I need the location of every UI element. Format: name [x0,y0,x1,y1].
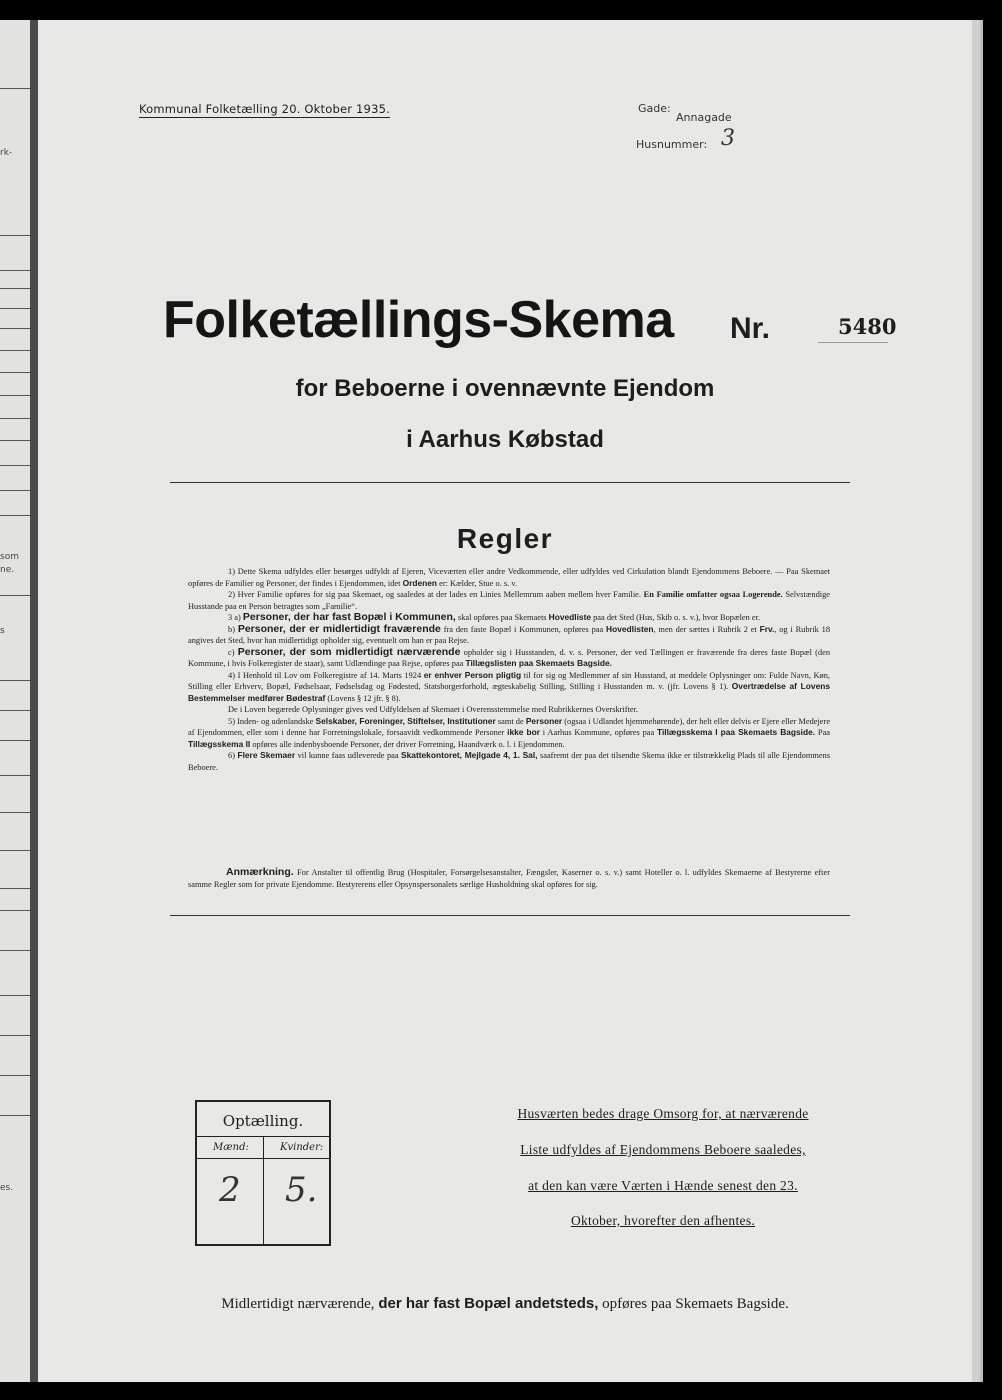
form-subtitle: for Beboerne i ovennævnte Ejendom [295,375,715,402]
left-page-fragment: s [0,626,5,636]
left-page-rule [0,595,30,596]
left-page-rule [0,465,30,466]
form-number-label: Nr. [730,312,771,345]
house-number-value: 3 [721,126,735,151]
left-page-rule [0,270,30,271]
tally-title: Optælling. [222,1112,304,1130]
tally-rule [197,1158,329,1159]
left-page-rule [0,850,30,851]
rule-4b: De i Loven begærede Oplysninger gives ved Udfyldelsen af Skemaet i Overensstemmelse med Rubrikkernes Overskrifter. [228,705,639,714]
divider [170,482,850,483]
left-page-rule [0,775,30,776]
left-page-rule [0,1035,30,1036]
rule-4: 4) I Henhold til Lov om Folkeregistre af 14. Marts 1924 er enhver Person pligtig til for sig og Medlemmer af sin Husstand, at meddele Oplysninger om: Fulde Navn, Køn, Stilling eller Erhverv, Bopæl, Fødselsaar, Fødselsdag og Fødested, Statsborgerforhold, ægteskabelig Stilling, Stilling i Husstanden m. v. (jfr. Lovens § 1). Overtrædelse af Lovens Bestemmelser medfører Bødestraf (Lovens § 12 jfr. § 8). [188,669,831,703]
form-subtitle-city: i Aarhus Købstad [406,426,604,453]
street-value: Annagade [676,111,732,124]
left-page-rule [0,995,30,996]
left-page-rule [0,440,30,441]
left-page-rule [0,910,30,911]
left-page-rule [0,888,30,889]
left-page-rule [0,372,30,373]
left-page-rule [0,515,30,516]
left-page-rule [0,328,30,329]
landlord-note-line: Oktober, hvorefter den afhentes. [570,1213,756,1228]
page-edge [972,20,980,1382]
street-label: Gade: [638,102,671,115]
page-edge [980,20,983,1382]
previous-page-edge [0,20,30,1382]
census-header: Kommunal Folketælling 20. Oktober 1935. [139,102,390,116]
left-page-rule [0,288,30,289]
binding-gutter [30,20,38,1382]
left-page-rule [0,710,30,711]
left-page-rule [0,235,30,236]
remark [188,867,830,890]
left-page-rule [0,680,30,681]
rules-heading: Regler [456,523,554,554]
form-number-line [818,342,888,343]
landlord-note-line: Husværten bedes drage Omsorg for, at nærværende [517,1106,809,1121]
left-page-fragment: es. [0,1183,14,1193]
rules-body [188,566,830,773]
footer-note: Midlertidigt nærværende, der har fast Bopæl andetsteds, opføres paa Skemaets Bagside. [221,1295,789,1312]
rule-5: 5) Inden- og udenlandske Selskaber, Foreninger, Stiftelser, Institutioner samt de Personer (ogsaa i Udlandet hjemmehørende), der helt eller delvis er Ejere eller Medejere af Ejendommen, eller som i denne har Forretningslokale, forsaavidt vedkommende Personer ikke bor i Aarhus Kommune, opføres paa Tillægsskema I paa Skemaets Bagside. Paa Tillægsskema II opføres alle indenbysboende Personer, der driver Forretning, Haandværk o. l. i Ejendommen. [188,715,831,749]
left-page-rule [0,950,30,951]
left-page-fragment: ne. [0,565,15,575]
left-page-rule [0,1115,30,1116]
left-page-rule [0,740,30,741]
left-page-rule [0,308,30,309]
rule-2: 2) Hver Familie opføres for sig paa Skemaet, og saaledes at der lades en Linies Mellemrum aaben mellem hver Familie. En Familie omfatter ogsaa Logerende. Selvstændige Husstande paa en Person betragtes som „Familie“. [188,590,831,611]
form-title: Folketællings-Skema [163,291,674,349]
rule-1: 1) Dette Skema udfyldes eller besørges udfyldt af Ejeren, Viceværten eller andre Vedkommende, eller udfyldes ved Cirkulation blandt Ejendommens Beboere. — Paa Skemaet opføres de Familier og Personer, der findes i Ejendommen, idet Ordenen er: Kælder, Stue o. s. v. [188,567,830,588]
tally-column-divider [263,1136,264,1244]
tally-men-label: Mænd: [213,1142,249,1153]
left-page-rule [0,395,30,396]
form-number-value: 5480 [838,314,897,339]
rule-6: 6) Flere Skemaer vil kunne faas udleverede paa Skattekontoret, Mejlgade 4, 1. Sal, saafremt der paa det tilsendte Skema ikke er tilstrækkelig Plads til alle Ejendommens Beboere. [188,750,831,772]
census-form-page [38,20,972,1382]
landlord-note-line: at den kan være Værten i Hænde senest den 23. [528,1178,798,1193]
landlord-note-line: Liste udfyldes af Ejendommens Beboere saaledes, [520,1142,806,1157]
house-number-label: Husnummer: [636,138,708,151]
tally-box [195,1100,331,1246]
divider [170,915,850,916]
tally-men-value: 2 [219,1170,241,1210]
left-page-rule [0,88,30,89]
remark-heading: Anmærkning. [226,866,294,878]
rule-3b: b) Personer, der er midlertidigt fraværende fra den faste Bopæl i Kommunen, opføres paa Hovedlisten, men der sættes i Rubrik 2 et Frv., og i Rubrik 18 angives det Sted, hvor han midlertidigt opholder sig, eventuelt om han er paa Rejse. [188,622,831,645]
left-page-rule [0,812,30,813]
left-page-rule [0,418,30,419]
rule-3c: c) Personer, der som midlertidigt nærværende opholder sig i Husstanden, d. v. s. Personer, der ved Tællingen er fraværende fra deres faste Bopæl (den Kommune, i hvis Folkeregister de staar), samt Udlændinge paa Rejse, opføres paa Tillægslisten paa Skemaets Bagside. [188,645,831,668]
tally-women-value: 5. [285,1170,318,1210]
left-page-fragment: som [0,552,19,562]
left-page-fragment: rk- [0,148,13,158]
remark-text: For Anstalter til offentlig Brug (Hospitaler, Forsørgelsesanstalter, Fængsler, Kaserner o. s. v.) samt Hoteller o. l. udfyldes Skemaerne af Bestyrerne efter samme Regler som for private Ejendomme. Bestyrerens eller Opsynspersonalets særlige Husholdning skal opføres for sig. [188,868,831,889]
left-page-rule [0,1075,30,1076]
left-page-rule [0,490,30,491]
tally-women-label: Kvinder: [280,1142,324,1153]
rule-3a: 3 a) Personer, der har fast Bopæl i Kommunen, skal opføres paa Skemaets Hovedliste paa det Sted (Hus, Skib o. s. v.), hvor Bopælen er. [228,611,761,623]
left-page-rule [0,350,30,351]
